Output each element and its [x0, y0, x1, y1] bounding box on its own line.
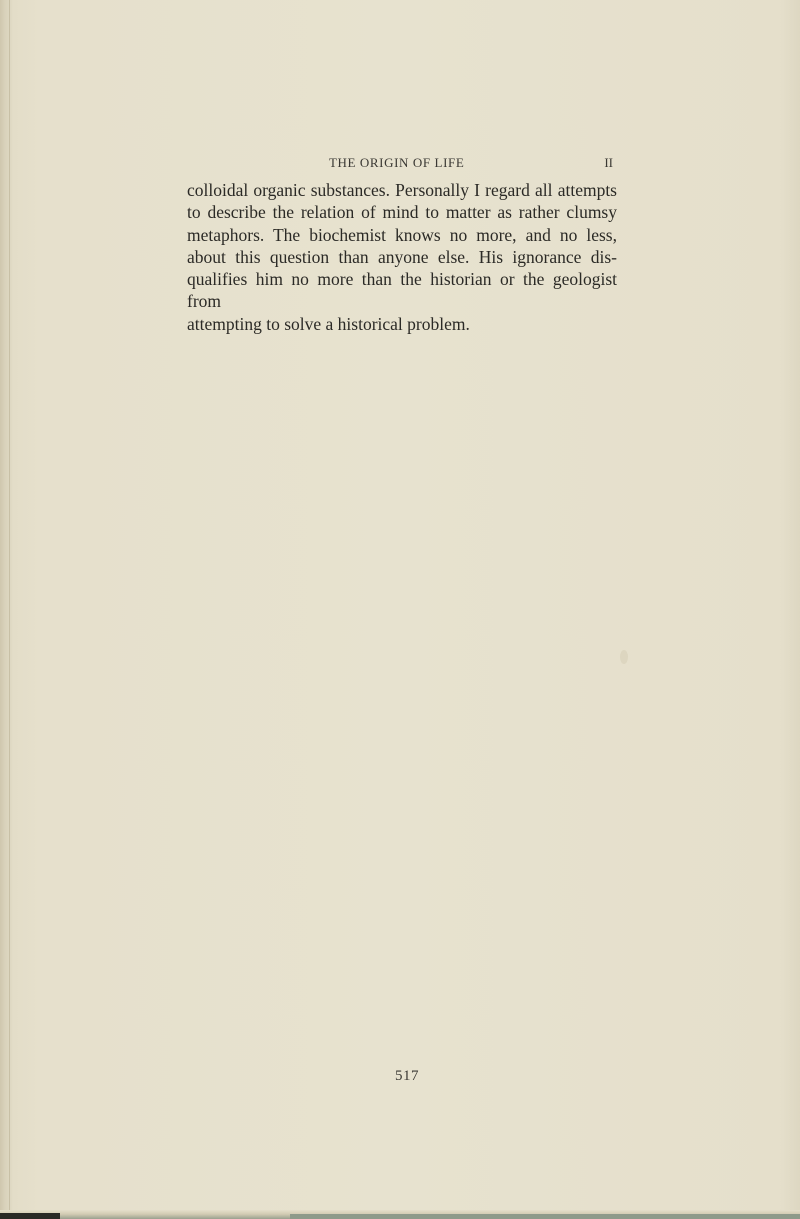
- page-gutter: [0, 0, 12, 1219]
- text-line: attempting to solve a historical problem.: [187, 313, 470, 334]
- paper-spot: [620, 650, 628, 664]
- bottom-edge-band: [290, 1214, 800, 1219]
- text-line: to describe the relation of mind to matter as rather clumsy: [187, 202, 617, 223]
- text-line: about this question than anyone else. His ignorance dis-: [187, 246, 617, 267]
- running-head-folio: II: [604, 155, 613, 170]
- text-line: metaphors. The biochemist knows no more, and no less,: [187, 224, 617, 245]
- gutter-line: [9, 0, 10, 1219]
- text-line: qualifies him no more than the historian or the geologist from: [187, 269, 617, 312]
- running-head: [187, 155, 613, 175]
- bottom-edge-shadow: [0, 1213, 60, 1219]
- running-head-title: THE ORIGIN OF LIFE: [329, 155, 465, 170]
- page-number: 517: [395, 1068, 419, 1084]
- body-paragraph: [187, 179, 617, 335]
- text-line: colloidal organic substances. Personally I regard all attempts: [187, 180, 617, 200]
